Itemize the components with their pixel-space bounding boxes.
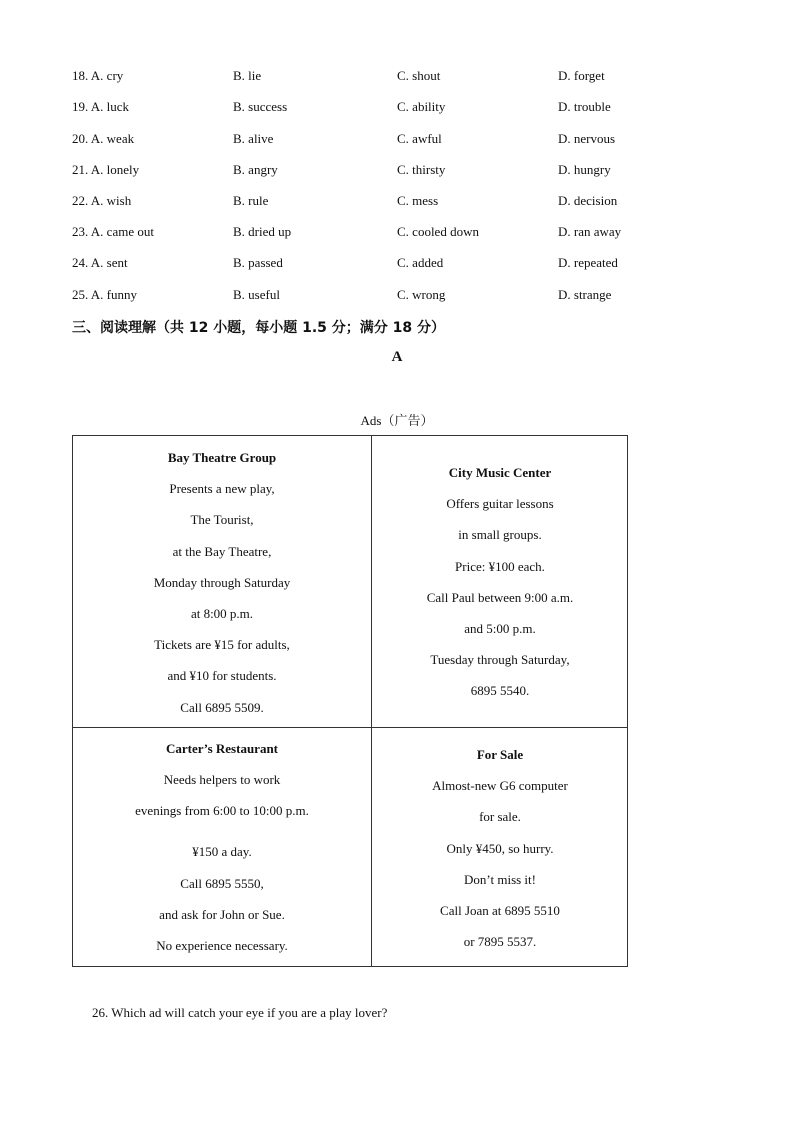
option-c: C. mess	[397, 193, 439, 208]
option-c: C. awful	[397, 131, 442, 146]
ad-line: and 5:00 p.m.	[464, 620, 536, 636]
ad-line: 6895 5540.	[470, 683, 530, 699]
ad-line: in small groups.	[458, 527, 542, 543]
ad-line: Call Joan at 6895 5510	[440, 902, 560, 918]
option-b: B. dried up	[233, 224, 292, 239]
ad-line: Call 6895 5509.	[180, 699, 264, 715]
ad-line: Only ¥450, so hurry.	[446, 840, 554, 856]
ad-line: Tickets are ¥15 for adults,	[154, 637, 290, 653]
question-26: 26. Which ad will catch your eye if you are a play lover?	[92, 1005, 388, 1020]
option-c: C. added	[397, 255, 444, 270]
option-a: 25. A. funny	[72, 287, 137, 302]
ad-line: Call Paul between 9:00 a.m.	[426, 589, 574, 605]
ad-line: and ask for John or Sue.	[159, 906, 285, 922]
ad-title: Carter’s Restaurant	[165, 741, 279, 756]
option-a: 18. A. cry	[72, 68, 124, 83]
ad-line: Needs helpers to work	[163, 772, 281, 788]
ad-line: at 8:00 p.m.	[190, 605, 254, 621]
ad-line: at the Bay Theatre,	[172, 543, 272, 559]
option-a: 21. A. lonely	[72, 162, 140, 177]
ad-title: City Music Center	[448, 465, 552, 480]
option-d: D. decision	[558, 193, 618, 208]
ad-line: Almost-new G6 computer	[432, 778, 568, 794]
ad-line: Price: ¥100 each.	[455, 558, 545, 574]
ad-line: Tuesday through Saturday,	[430, 652, 570, 668]
option-c: C. thirsty	[397, 162, 446, 177]
option-c: C. wrong	[397, 287, 446, 302]
section-title: 三、阅读理解（共 12 小题，每小题 1.5 分；满分 18 分）	[72, 320, 446, 336]
option-d: D. ran away	[558, 224, 622, 239]
option-a: 23. A. came out	[72, 224, 154, 239]
option-a: 20. A. weak	[72, 131, 135, 146]
ad-line: Call 6895 5550,	[180, 875, 264, 891]
ad-line: evenings from 6:00 to 10:00 p.m.	[135, 803, 309, 819]
option-b: B. lie	[233, 68, 262, 83]
option-row-21	[0, 162, 794, 182]
option-a: 22. A. wish	[72, 193, 132, 208]
option-d: D. repeated	[558, 255, 618, 270]
ad-title: Bay Theatre Group	[167, 450, 277, 465]
option-d: D. forget	[558, 68, 605, 83]
ad-line: ¥150 a day.	[192, 844, 252, 860]
ad-line: Presents a new play,	[169, 481, 275, 497]
ad-bay-theatre	[73, 448, 371, 729]
option-d: D. trouble	[558, 99, 611, 114]
option-d: D. nervous	[558, 131, 616, 146]
ads-table	[72, 435, 628, 967]
ads-caption: Ads（广告）	[360, 413, 434, 428]
passage-letter: A	[391, 349, 403, 365]
option-b: B. passed	[233, 255, 283, 270]
option-a: 24. A. sent	[72, 255, 128, 270]
option-row-20	[0, 131, 794, 151]
ad-line: Monday through Saturday	[153, 574, 291, 590]
option-row-18	[0, 68, 794, 88]
ad-line: or 7895 5537.	[463, 934, 537, 950]
option-c: C. shout	[397, 68, 441, 83]
option-b: B. alive	[233, 131, 274, 146]
ad-city-music-center	[372, 463, 628, 713]
option-b: B. success	[233, 99, 288, 114]
option-row-25	[0, 287, 794, 307]
option-b: B. useful	[233, 287, 280, 302]
option-b: B. rule	[233, 193, 269, 208]
ad-title: For Sale	[476, 747, 524, 762]
option-b: B. angry	[233, 162, 278, 177]
ad-line: and ¥10 for students.	[167, 668, 277, 684]
ad-line: The Tourist,	[190, 512, 254, 528]
ad-line: Don’t miss it!	[464, 871, 536, 887]
ad-line: Offers guitar lessons	[446, 496, 554, 512]
option-d: D. hungry	[558, 162, 611, 177]
ad-carters-restaurant	[73, 739, 371, 967]
ad-line: for sale.	[479, 809, 521, 825]
ad-for-sale	[372, 745, 628, 963]
option-c: C. ability	[397, 99, 446, 114]
option-row-19	[0, 99, 794, 119]
option-a: 19. A. luck	[72, 99, 130, 114]
option-row-23	[0, 224, 794, 244]
option-c: C. cooled down	[397, 224, 479, 239]
option-row-24	[0, 255, 794, 275]
option-row-22	[0, 193, 794, 213]
option-d: D. strange	[558, 287, 612, 302]
ad-line: No experience necessary.	[156, 937, 288, 953]
